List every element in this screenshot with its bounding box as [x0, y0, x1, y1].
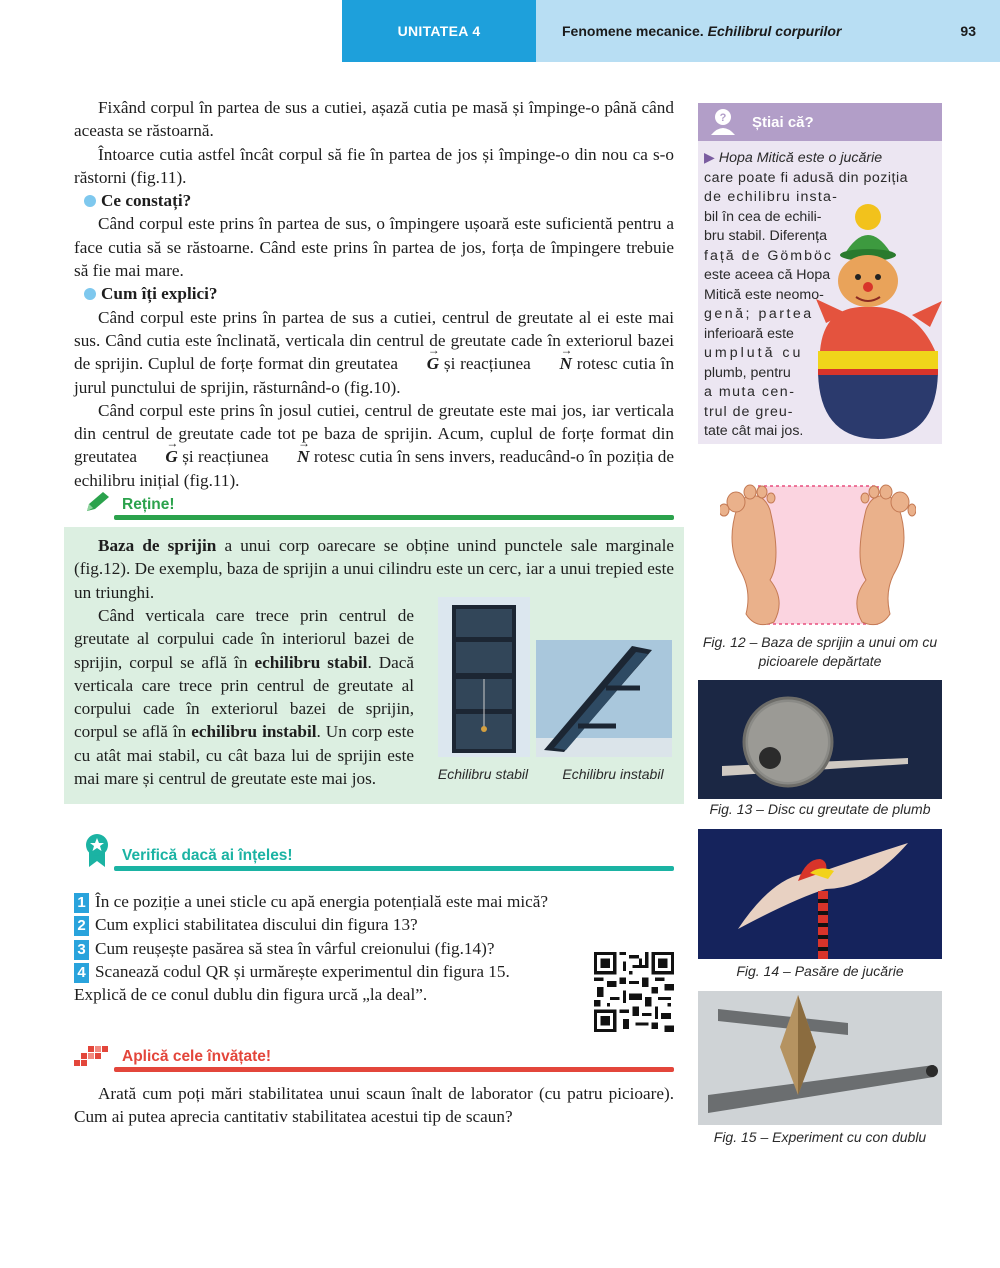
- section-rule: [114, 1067, 674, 1072]
- retine-text-1: Baza de sprijin a unui corp oarecare se obține unind punctele sale marginale (fig.12). De exemplu, baza de sprijin a unui cilindru este un cerc, iar a unui trepied este un triunghi.: [74, 536, 674, 602]
- paragraph: Când corpul este prins în partea de sus, o împingere ușoară este suficientă pentru a face cutia să se răstoarne. Când este prins în partea de jos, forța de împingere trebuie să fie mai mare.: [74, 214, 674, 281]
- page-number: 93: [960, 23, 976, 39]
- question-heading: Cum îți explici?: [74, 282, 674, 305]
- lead-disc-image: [698, 680, 942, 799]
- paragraph: Când corpul este prins în josul cutiei, centrul de greutate este mai jos, iar verticala din centrul de greutate cade tot pe baza de sprijin. Acum, cuplul de forțe format din greutatea → G și reacțiunea → N rotesc cutia în sens invers, readucând-o în poziția de echilibru inițial (fig.11).: [74, 399, 674, 492]
- roly-poly-toy-image: [816, 203, 942, 441]
- vector-n: → N: [536, 352, 572, 375]
- chapter-title: [536, 0, 1000, 62]
- unstable-shelf-image: [536, 640, 672, 757]
- pencil-icon: [84, 490, 114, 514]
- retine-text-2: Când verticala care trece prin centrul de greutate al corpului cade în interiorul bazei de sprijin, corpul se află în echilibru stabil. Dacă verticala care trece prin centrul de greutate al corpului cade în exteriorul bazei de sprijin, corpul se află în echilibru instabil. Un corp este cu atât mai stabil, cu cât baza lui de sprijin este mai mare și centrul de greutate este mai jos.: [74, 606, 415, 789]
- paragraph: Fixând corpul în partea de sus a cutiei, așază cutia pe masă și împinge-o până când aceasta se răstoarnă.: [74, 98, 674, 141]
- verifica-heading: Verifică dacă ai înțeles!: [74, 837, 674, 871]
- paragraph: Întoarce cutia astfel încât corpul să fie în partea de jos și împinge-o din nou ca s-o răstorni (fig.11).: [74, 144, 674, 187]
- did-you-know-box: [698, 103, 942, 444]
- feet-base-image: [720, 480, 916, 630]
- figure-15-caption: Fig. 15 – Experiment cu con dublu: [713, 1129, 927, 1145]
- caption-unstable: Echilibru instabil: [562, 766, 664, 782]
- paragraph: Când corpul este prins în partea de sus a cutiei, centrul de greutate al ei este mai sus. Când cutia este înclinată, verticala din centrul de greutate cade în exteriorul bazei de sprijin. Cuplul de forțe format din greutatea → G și reacțiunea → N rotesc cutia în jurul punctului de sprijin, răsturnând-o (fig.10).: [74, 306, 674, 399]
- question-2: 2 Cum explici stabilitatea discului din figura 13?: [74, 913, 674, 936]
- ribbon-star-icon: [84, 833, 110, 867]
- question-3: 3 Cum reușește pasărea să stea în vârful creionului (fig.14)?: [74, 937, 674, 960]
- chapter-title-italic: Echilibrul corpurilor: [707, 23, 842, 39]
- toy-bird-image: [698, 829, 942, 959]
- did-you-know-title: Știai că?: [752, 113, 814, 131]
- bullet-icon: [84, 195, 96, 207]
- caption-stable: Echilibru stabil: [437, 766, 529, 782]
- question-4: 4 Scanează codul QR și urmărește experimentul din figura 15.: [74, 960, 674, 983]
- did-you-know-text: ▶ Hopa Mitică este o jucărie care poate fi adusă din poziția de echilibru insta- bil în cea de echili- bru stabil. Diferența față de Gömböc este aceea că Hopa Mitică este neomo- genă; partea inferioară este umplută cu plumb, pentru a muta cen- trul de greu- tate cât mai jos.: [704, 150, 909, 439]
- bullet-icon: [84, 288, 96, 300]
- question-1: 1 În ce poziție a unei sticle cu apă energia potențială este mai mică?: [74, 890, 674, 913]
- vector-g: → G: [403, 352, 439, 375]
- svg-text:?: ?: [719, 112, 727, 124]
- vector-g: → G: [141, 445, 177, 468]
- question-person-icon: [698, 103, 748, 141]
- unit-label: UNITATEA 4: [342, 0, 536, 62]
- figure-13-caption: Fig. 13 – Disc cu greutate de plumb: [709, 801, 931, 817]
- main-text: [74, 96, 674, 492]
- question-4-cont: Explică de ce conul dublu din figura urcă „la deal”.: [74, 985, 428, 1005]
- section-rule: [114, 515, 674, 520]
- stable-shelf-image: [438, 597, 530, 757]
- blocks-icon: [74, 1042, 114, 1068]
- aplica-heading: Aplică cele învățate!: [74, 1038, 674, 1072]
- questions-list: [74, 890, 674, 1006]
- question-heading: Ce constați?: [74, 189, 674, 212]
- section-rule: [114, 866, 674, 871]
- retine-heading: Reține!: [74, 486, 674, 520]
- aplica-text: Arată cum poți mări stabilitatea unui scaun înalt de laborator (cu patru picioare). Cum ai putea aprecia cantitativ stabilitatea acestui tip de scaun?: [74, 1084, 674, 1127]
- figure-14-caption: Fig. 14 – Pasăre de jucărie: [736, 963, 904, 979]
- double-cone-image: [698, 991, 942, 1125]
- figure-12-caption: Fig. 12 – Baza de sprijin a unui om cu picioarele depărtate: [702, 634, 938, 669]
- qr-code[interactable]: [594, 952, 674, 1032]
- chapter-title-main: Fenomene mecanice.: [562, 23, 704, 39]
- vector-n: → N: [273, 445, 309, 468]
